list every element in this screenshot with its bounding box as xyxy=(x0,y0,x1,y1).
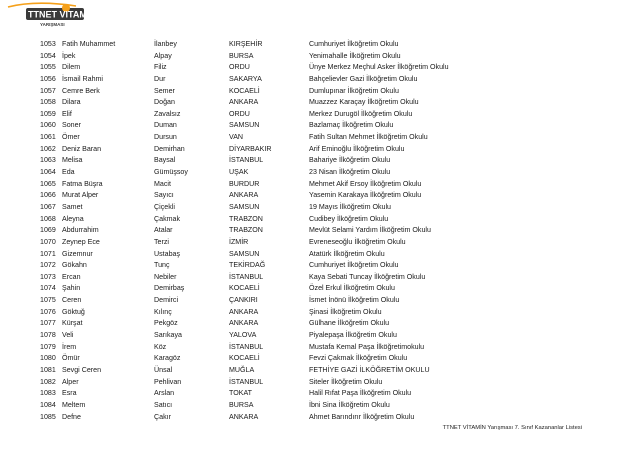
school-name: Merkez Durugöl İlköğretim Okulu xyxy=(309,109,413,118)
table-row xyxy=(40,307,580,319)
school-name: Mevlüt Selami Yardım İlköğretim Okulu xyxy=(309,226,431,235)
surname: Demirbaş xyxy=(154,284,185,293)
city: ANKARA xyxy=(229,98,259,107)
table-row xyxy=(40,330,580,342)
school-name: İbni Sina İlköğretim Okulu xyxy=(309,400,390,409)
first-name: Soner xyxy=(62,121,81,130)
surname: Terzi xyxy=(154,237,169,246)
school-name: 23 Nisan İlköğretim Okulu xyxy=(309,168,391,177)
table-row xyxy=(40,260,580,272)
first-name: Veli xyxy=(62,331,74,340)
school-name: Mustafa Kemal Paşa İlköğretimokulu xyxy=(309,342,425,351)
city: YALOVA xyxy=(229,331,257,340)
table-row xyxy=(40,283,580,295)
school-name: Yasemin Karakaya İlköğretim Okulu xyxy=(309,191,422,200)
table-row xyxy=(40,388,580,400)
row-number: 1076 xyxy=(40,307,56,316)
row-number: 1071 xyxy=(40,249,56,258)
city: TEKİRDAĞ xyxy=(229,261,266,270)
school-name: Evreneseoğlu İlköğretim Okulu xyxy=(309,237,406,246)
first-name: Kürşat xyxy=(62,319,83,328)
first-name: Fatih Muhammet xyxy=(62,40,116,48)
table-row xyxy=(40,272,580,284)
table-row xyxy=(40,74,580,86)
school-name: Siteler İlköğretim Okulu xyxy=(309,377,383,386)
surname: Duman xyxy=(154,121,177,130)
school-name: Bahçelievler Gazi İlköğretim Okulu xyxy=(309,74,418,83)
school-name: Bahariye İlköğretim Okulu xyxy=(309,156,391,165)
row-number: 1069 xyxy=(40,226,56,235)
row-number: 1054 xyxy=(40,51,56,60)
surname: Semer xyxy=(154,86,175,95)
first-name: Eda xyxy=(62,168,75,177)
row-number: 1085 xyxy=(40,412,56,421)
table-row xyxy=(40,97,580,109)
row-number: 1059 xyxy=(40,109,56,118)
first-name: Şahin xyxy=(62,284,81,293)
first-name: Alper xyxy=(62,377,79,386)
row-number: 1079 xyxy=(40,342,56,351)
table-row xyxy=(40,202,580,214)
surname: Dursun xyxy=(154,133,177,142)
school-name: Arif Eminoğlu İlköğretim Okulu xyxy=(309,144,405,153)
first-name: Ömer xyxy=(62,133,80,142)
table-row xyxy=(40,51,580,63)
table-row xyxy=(40,155,580,167)
logo-subtext: YARIŞMASI xyxy=(40,22,65,27)
row-number: 1080 xyxy=(40,354,56,363)
row-number: 1065 xyxy=(40,179,56,188)
row-number: 1055 xyxy=(40,63,56,72)
city: ANKARA xyxy=(229,412,259,421)
row-number: 1061 xyxy=(40,133,56,142)
first-name: Cemre Berk xyxy=(62,86,100,95)
first-name: İsmail Rahmi xyxy=(62,74,103,83)
row-number: 1070 xyxy=(40,237,56,246)
surname: Köz xyxy=(154,342,167,351)
school-name: Bazlamaç İlköğretim Okulu xyxy=(309,121,394,130)
city: TRABZON xyxy=(229,214,263,223)
school-name: Yenimahalle İlköğretim Okulu xyxy=(309,51,401,60)
table-row xyxy=(40,179,580,191)
table-row xyxy=(40,377,580,389)
row-number: 1053 xyxy=(40,40,56,48)
row-number: 1077 xyxy=(40,319,56,328)
school-name: İsmet İnönü İlköğretim Okulu xyxy=(309,296,400,305)
row-number: 1067 xyxy=(40,202,56,211)
city: TRABZON xyxy=(229,226,263,235)
row-number: 1056 xyxy=(40,74,56,83)
row-number: 1084 xyxy=(40,400,56,409)
table-row xyxy=(40,342,580,354)
school-name: Ahmet Barındırır İlköğretim Okulu xyxy=(309,412,415,421)
city: SAMSUN xyxy=(229,121,260,130)
city: ANKARA xyxy=(229,191,259,200)
first-name: Murat Alper xyxy=(62,191,99,200)
city: DİYARBAKIR xyxy=(229,144,272,153)
row-number: 1078 xyxy=(40,331,56,340)
city: SAKARYA xyxy=(229,74,262,83)
first-name: Sevgi Ceren xyxy=(62,365,102,374)
table-row xyxy=(40,144,580,156)
surname: Pehlivan xyxy=(154,377,182,386)
surname: Macit xyxy=(154,179,171,188)
surname: Demirci xyxy=(154,296,179,305)
surname: Sarıkaya xyxy=(154,331,182,340)
first-name: Deniz Baran xyxy=(62,144,102,153)
school-name: Cudibey İlköğretim Okulu xyxy=(309,214,389,223)
first-name: Meltem xyxy=(62,400,86,409)
surname: Baysal xyxy=(154,156,176,165)
city: TOKAT xyxy=(229,389,252,398)
row-number: 1073 xyxy=(40,272,56,281)
surname: Pekgöz xyxy=(154,319,178,328)
table-row xyxy=(40,167,580,179)
city: KOCAELİ xyxy=(229,354,260,363)
table-row xyxy=(40,62,580,74)
surname: Atalar xyxy=(154,226,173,235)
row-number: 1058 xyxy=(40,98,56,107)
surname: Filiz xyxy=(154,63,167,72)
logo-text: TTNET VITAMIN xyxy=(28,9,96,20)
city: UŞAK xyxy=(229,168,249,177)
surname: Çakmak xyxy=(154,214,181,223)
first-name: Göktuğ xyxy=(62,307,85,316)
surname: İlanbey xyxy=(154,40,177,48)
first-name: Aleyna xyxy=(62,214,84,223)
first-name: Abdurrahim xyxy=(62,226,99,235)
table-row xyxy=(40,225,580,237)
first-name: İrem xyxy=(62,342,77,351)
city: İZMİR xyxy=(229,237,249,246)
row-number: 1081 xyxy=(40,365,56,374)
first-name: Samet xyxy=(62,202,83,211)
city: BURDUR xyxy=(229,179,260,188)
school-name: 19 Mayıs İlköğretim Okulu xyxy=(309,202,392,211)
city: BURSA xyxy=(229,51,254,60)
surname: Doğan xyxy=(154,98,175,107)
surname: Ünsal xyxy=(154,365,173,374)
city: İSTANBUL xyxy=(229,272,264,281)
table-row xyxy=(40,109,580,121)
row-number: 1063 xyxy=(40,156,56,165)
school-name: Ünye Merkez Meçhul Asker İlköğretim Okulu xyxy=(309,63,449,72)
surname: Gümüşsoy xyxy=(154,168,188,177)
surname: Zavalsız xyxy=(154,109,181,118)
row-number: 1062 xyxy=(40,144,56,153)
first-name: Dilem xyxy=(62,63,81,72)
city: MUĞLA xyxy=(229,365,255,374)
table-row xyxy=(40,132,580,144)
row-number: 1057 xyxy=(40,86,56,95)
surname: Demirhan xyxy=(154,144,185,153)
surname: Alpay xyxy=(154,51,172,60)
row-number: 1072 xyxy=(40,261,56,270)
school-name: Muazzez Karaçay İlköğretim Okulu xyxy=(309,98,419,107)
school-name: FETHİYE GAZİ İLKÖĞRETİM OKULU xyxy=(309,365,430,374)
surname: Ustabaş xyxy=(154,249,181,258)
table-row xyxy=(40,295,580,307)
city: ANKARA xyxy=(229,307,259,316)
ttnet-vitamin-logo xyxy=(6,2,96,28)
city: BURSA xyxy=(229,400,254,409)
school-name: Fatih Sultan Mehmet İlköğretim Okulu xyxy=(309,133,428,142)
city: ORDU xyxy=(229,63,250,72)
table-row xyxy=(40,249,580,261)
row-number: 1082 xyxy=(40,377,56,386)
winners-table xyxy=(40,39,580,423)
table-row xyxy=(40,412,580,424)
table-row xyxy=(40,237,580,249)
city: KOCAELİ xyxy=(229,284,260,293)
city: İSTANBUL xyxy=(229,156,264,165)
school-name: Halil Rıfat Paşa İlköğretim Okulu xyxy=(309,389,412,398)
table-row xyxy=(40,86,580,98)
table-row xyxy=(40,400,580,412)
table-row xyxy=(40,365,580,377)
city: İSTANBUL xyxy=(229,342,264,351)
surname: Arslan xyxy=(154,389,175,398)
first-name: Ercan xyxy=(62,272,81,281)
row-number: 1060 xyxy=(40,121,56,130)
first-name: Melisa xyxy=(62,156,83,165)
school-name: Atatürk İlköğretim Okulu xyxy=(309,249,385,258)
city: ANKARA xyxy=(229,319,259,328)
school-name: Özel Erkul İlköğretim Okulu xyxy=(309,284,395,293)
surname: Tunç xyxy=(154,261,170,270)
city: İSTANBUL xyxy=(229,377,264,386)
first-name: Gizemnur xyxy=(62,249,93,258)
footer-caption: TTNET VİTAMİN Yarışması 7. Sınıf Kazananlar Listesi xyxy=(442,425,582,431)
row-number: 1068 xyxy=(40,214,56,223)
city: KOCAELİ xyxy=(229,86,260,95)
school-name: Piyalepaşa İlköğretim Okulu xyxy=(309,331,397,340)
table-row xyxy=(40,190,580,202)
surname: Sayıcı xyxy=(154,191,174,200)
surname: Nebiler xyxy=(154,272,177,281)
table-row xyxy=(40,214,580,226)
school-name: Şinasi İlköğretim Okulu xyxy=(309,307,382,316)
row-number: 1075 xyxy=(40,296,56,305)
surname: Karagöz xyxy=(154,354,181,363)
city: VAN xyxy=(229,133,244,142)
city: ORDU xyxy=(229,109,250,118)
surname: Dur xyxy=(154,74,166,83)
first-name: Zeynep Ece xyxy=(62,237,100,246)
row-number: 1074 xyxy=(40,284,56,293)
surname: Çiçekli xyxy=(154,202,175,211)
school-name: Mehmet Akif Ersoy İlköğretim Okulu xyxy=(309,179,422,188)
first-name: Gökahn xyxy=(62,261,87,270)
row-number: 1064 xyxy=(40,168,56,177)
first-name: Ceren xyxy=(62,296,82,305)
city: ÇANKIRI xyxy=(229,296,258,305)
surname: Çakır xyxy=(154,412,171,421)
school-name: Kaya Sebati Tuncay İlköğretim Okulu xyxy=(309,272,426,281)
surname: Kılınç xyxy=(154,307,172,316)
school-name: Cumhuriyet İlköğretim Okulu xyxy=(309,261,399,270)
table-row xyxy=(40,318,580,330)
table-row xyxy=(40,120,580,132)
first-name: Defne xyxy=(62,412,81,421)
school-name: Dumlupınar İlköğretim Okulu xyxy=(309,86,399,95)
city: SAMSUN xyxy=(229,249,260,258)
table-row xyxy=(40,353,580,365)
first-name: Ömür xyxy=(62,354,80,363)
first-name: Elif xyxy=(62,109,72,118)
first-name: Fatma Büşra xyxy=(62,179,103,188)
first-name: Esra xyxy=(62,389,77,398)
table-row xyxy=(40,39,580,51)
city: SAMSUN xyxy=(229,202,260,211)
first-name: Dilara xyxy=(62,98,81,107)
row-number: 1083 xyxy=(40,389,56,398)
school-name: Fevzi Çakmak İlköğretim Okulu xyxy=(309,354,408,363)
surname: Satıcı xyxy=(154,400,173,409)
first-name: İpek xyxy=(62,51,76,60)
school-name: Gülhane İlköğretim Okulu xyxy=(309,319,390,328)
row-number: 1066 xyxy=(40,191,56,200)
school-name: Cumhuriyet İlköğretim Okulu xyxy=(309,40,399,48)
city: KIRŞEHİR xyxy=(229,40,263,48)
